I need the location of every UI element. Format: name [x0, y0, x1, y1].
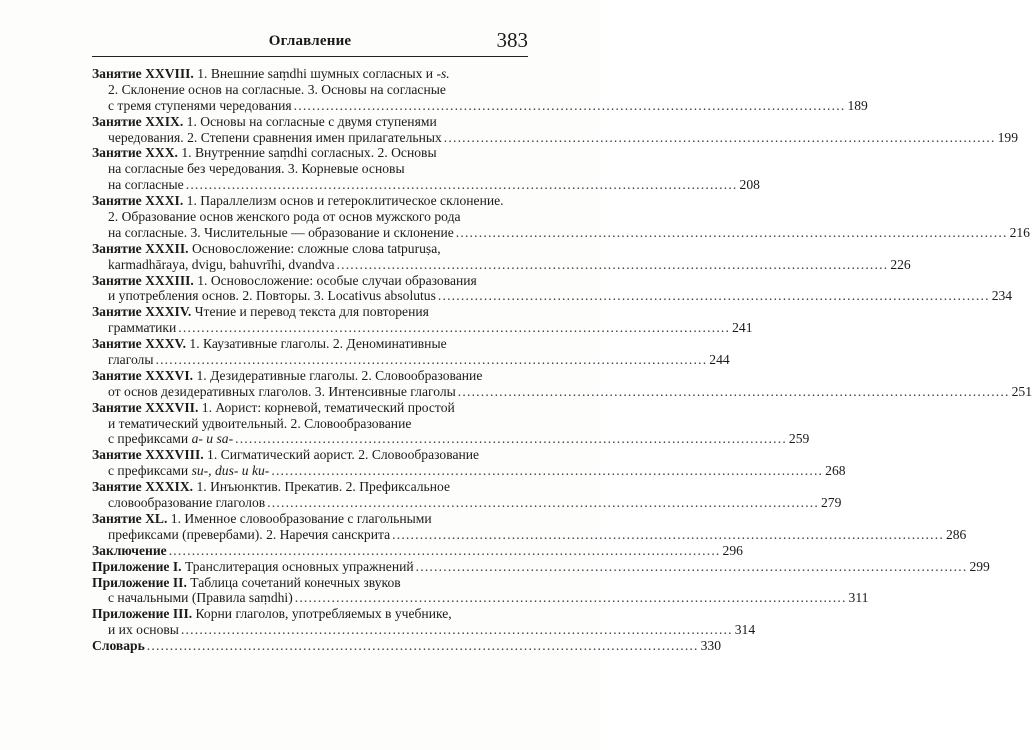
- toc-page-number: 244: [709, 352, 730, 368]
- toc-entry-text: [108, 495, 265, 511]
- toc-entry-label: Занятие XXX.: [92, 145, 178, 161]
- toc-entry-text: [108, 257, 335, 273]
- dot-leader: ........................................................................................................................: [437, 288, 990, 304]
- toc-page-number: 259: [788, 431, 810, 447]
- toc-page-number: 296: [722, 542, 743, 558]
- toc-entry: [92, 479, 842, 511]
- dot-leader: ........................................................................................................................: [293, 97, 846, 113]
- toc-line: [92, 447, 528, 463]
- toc-entry: [92, 113, 1018, 146]
- toc-page-number: 299: [969, 558, 990, 574]
- toc-entry-text: [108, 98, 292, 114]
- toc-entry: [92, 66, 868, 114]
- toc-entry: [92, 558, 990, 575]
- toc-entry-text: Корни глаголов, употребляемых в учебнике,: [195, 606, 452, 622]
- page-title: Оглавление: [268, 33, 352, 49]
- dot-leader: ........................................................................................................................: [168, 542, 721, 558]
- toc-page-number: 199: [997, 129, 1018, 145]
- toc-entry-text: на согласные. 3. Числительные — образование и склонение: [108, 224, 454, 240]
- toc-entry-label: Занятие XXIX.: [92, 113, 184, 129]
- toc-page-number: 226: [890, 256, 911, 272]
- toc-entry-text: 1. Внешние saṃdhi шумных согласных и: [197, 66, 437, 81]
- toc-entry-text: [108, 527, 390, 543]
- toc-entry-text: [108, 590, 293, 606]
- toc-line-last: [92, 129, 1018, 146]
- toc-page-number: 268: [825, 463, 846, 479]
- toc-line: [92, 368, 528, 384]
- toc-line: [92, 193, 528, 209]
- toc-entry-text: [108, 431, 233, 447]
- toc-line: [92, 145, 528, 161]
- toc-entry-text: [108, 288, 436, 304]
- toc-entry-text: 1. Дезидеративные глаголы. 2. Словообразование: [196, 367, 483, 383]
- toc-entry: [92, 145, 760, 193]
- toc-entry-text: Чтение и перевод текста для повторения: [194, 304, 429, 320]
- toc-entry-label: Словарь: [92, 638, 145, 654]
- toc-line: [92, 114, 528, 130]
- toc-entry-text: 2. Образование основ женского рода от основ мужского рода: [108, 209, 461, 225]
- toc-entry-label: Занятие XL.: [92, 510, 168, 526]
- toc-line-last: [92, 256, 911, 273]
- toc-page-number: 286: [945, 526, 967, 542]
- toc-page-number: 251: [1011, 383, 1032, 399]
- toc-entry-text: чередования. 2. Степени сравнения имен прилагательных: [108, 129, 442, 145]
- toc-line-last: [92, 431, 810, 447]
- toc-entry-text: 1. Основосложение: особые случаи образования: [197, 272, 477, 288]
- toc-entry-text: 1. Именное словообразование с глагольными: [170, 510, 432, 526]
- toc-entry-label: Занятие XXXVII.: [92, 399, 199, 415]
- toc-line-last: [92, 590, 869, 606]
- toc-entry-text: грамматики: [108, 320, 177, 336]
- toc-page-number: 216: [1009, 224, 1030, 240]
- toc-entry-text: karmadhāraya, dvigu, bahuvrīhi, dvandva: [108, 256, 335, 272]
- toc-page-number: 330: [700, 638, 721, 654]
- toc-entry-label: Занятие XXXV.: [92, 336, 187, 352]
- toc-line-last: [92, 542, 743, 559]
- toc-entry-text: [92, 638, 145, 654]
- dot-leader: ........................................................................................................................: [155, 352, 708, 368]
- toc-page-number: 314: [734, 622, 756, 638]
- toc-entry-text: с начальными (Правила saṃdhi): [108, 590, 293, 606]
- toc-entry: [92, 606, 756, 638]
- toc-entry-label: Приложение I.: [92, 558, 182, 574]
- toc-line: [92, 400, 528, 416]
- toc-line-last: [92, 463, 846, 479]
- toc-line-last: [92, 638, 721, 654]
- toc-entry-text: от основ дезидеративных глаголов. 3. Интенсивные глаголы: [108, 383, 456, 399]
- toc-page-number: 234: [991, 288, 1013, 304]
- toc-entry-text: с тремя ступенями чередования: [108, 97, 292, 113]
- dot-leader: ........................................................................................................................: [415, 558, 968, 574]
- toc-line-last: [92, 177, 760, 193]
- toc-entry-text: [108, 463, 269, 479]
- dot-leader: ........................................................................................................................: [336, 256, 889, 272]
- toc-entry-text: 1. Параллелизм основ и гетероклитическое склонение.: [186, 193, 504, 209]
- toc-entry-label: Занятие XXXVI.: [92, 367, 194, 383]
- toc-entry-text: 1. Инъюнктив. Прекатив. 2. Префиксальное: [196, 479, 450, 495]
- dot-leader: ........................................................................................................................: [294, 590, 847, 606]
- toc-entry-label: Приложение III.: [92, 606, 193, 622]
- toc-entry-text: на согласные: [108, 177, 184, 193]
- toc-entry-text: словообразование глаголов: [108, 495, 266, 511]
- toc-entry-label: Занятие XXXVIII.: [92, 447, 204, 463]
- toc-entry-label: Заключение: [92, 542, 167, 558]
- toc-entry-label: Занятие XXXIX.: [92, 479, 194, 495]
- toc-entry-text: с префиксами: [108, 431, 192, 447]
- toc-entry: [92, 240, 911, 273]
- dot-leader: ........................................................................................................................: [235, 431, 787, 447]
- toc-page-number: 208: [739, 177, 760, 193]
- toc-entry-text: 1. Внутренние saṃdhi согласных. 2. Основы: [181, 145, 437, 161]
- toc-entry-text: [108, 130, 442, 146]
- toc-entry: [92, 638, 721, 654]
- toc-entry: [92, 193, 1030, 241]
- dot-leader: ........................................................................................................................: [443, 129, 996, 145]
- toc-entry-text: Транслитерация основных упражнений: [181, 558, 414, 574]
- toc-entry: [92, 447, 846, 479]
- toc-page-number: 311: [848, 590, 869, 606]
- toc-entry-italic: a- и sa-: [191, 431, 234, 447]
- toc-entry: [92, 304, 753, 336]
- dot-leader: ........................................................................................................................: [180, 622, 733, 638]
- toc-entry-text: с префиксами: [108, 463, 192, 479]
- toc-line-last: [92, 622, 756, 638]
- toc-line: [92, 606, 528, 622]
- dot-leader: ........................................................................................................................: [267, 495, 819, 511]
- dot-leader: ........................................................................................................................: [185, 177, 738, 193]
- toc-line: [92, 336, 528, 352]
- toc-entry-text: 1. Аорист: корневой, тематический простой: [201, 399, 455, 415]
- toc-line: [92, 209, 528, 225]
- toc-line: [92, 241, 528, 257]
- toc-entry-label: Занятие XXVIII.: [92, 66, 194, 81]
- toc-line: [92, 66, 528, 82]
- toc-entry-label: Занятие XXXIV.: [92, 304, 192, 320]
- dot-leader: ........................................................................................................................: [271, 463, 824, 479]
- toc-entry-text: [108, 352, 153, 368]
- toc-entry-text: 1. Основы на согласные с двумя ступенями: [186, 113, 437, 129]
- toc-line: [92, 416, 528, 432]
- dot-leader: ........................................................................................................................: [178, 320, 731, 336]
- toc-entry-italic: -s.: [436, 66, 450, 81]
- toc-entry-text: и употребления основ. 2. Повторы. 3. Locativus absolutus: [108, 288, 436, 304]
- toc-line-last: [92, 320, 753, 336]
- toc-entry-text: [108, 320, 176, 336]
- toc-line-last: [92, 495, 842, 511]
- toc-line: [92, 304, 528, 320]
- toc-line: [92, 161, 528, 177]
- page-number: 383: [496, 28, 528, 52]
- toc-entry: [92, 272, 1013, 305]
- toc-entry-italic: su-, dus- и ku-: [191, 463, 270, 479]
- toc-page-number: 279: [821, 495, 842, 511]
- toc-entry-text: [108, 622, 179, 638]
- toc-entry: [92, 510, 967, 543]
- dot-leader: ........................................................................................................................: [455, 224, 1008, 240]
- toc-entry-text: 1. Сигматический аорист. 2. Словообразование: [207, 447, 480, 463]
- toc-entry: [92, 542, 743, 559]
- toc-line-last: [92, 97, 868, 114]
- toc-entry-text: 2. Склонение основ на согласные. 3. Основы на согласные: [108, 81, 446, 97]
- toc-entry-text: на согласные без чередования. 3. Корневые основы: [108, 161, 405, 177]
- dot-leader: ........................................................................................................................: [457, 383, 1010, 399]
- toc-line: [92, 479, 528, 495]
- toc-entry: [92, 336, 730, 368]
- toc-entry-text: и их основы: [108, 622, 179, 638]
- toc-entry: [92, 399, 810, 448]
- toc-entry-text: Таблица сочетаний конечных звуков: [190, 574, 401, 590]
- toc-page-number: 189: [847, 97, 868, 113]
- toc-entry: [92, 574, 869, 607]
- toc-entry-text: [108, 225, 454, 241]
- toc-line-last: [92, 526, 967, 543]
- toc-page-number: 241: [732, 320, 753, 336]
- toc-entry-text: и тематический удвоительный. 2. Словообразование: [108, 415, 412, 431]
- toc-line: [92, 273, 528, 289]
- table-of-contents: [92, 66, 1032, 654]
- toc-entry-label: Занятие XXXIII.: [92, 272, 194, 288]
- page-header: [92, 30, 528, 57]
- toc-line: [92, 575, 528, 591]
- toc-entry-text: [92, 543, 167, 559]
- toc-line-last: [92, 352, 730, 368]
- toc-line: [92, 82, 528, 98]
- toc-entry-text: [92, 559, 414, 575]
- dot-leader: ........................................................................................................................: [146, 638, 699, 654]
- toc-entry-text: глаголы: [108, 352, 154, 368]
- toc-entry-text: 1. Каузативные глаголы. 2. Деноминативные: [189, 336, 447, 352]
- toc-line-last: [92, 383, 1032, 400]
- toc-line: [92, 511, 528, 527]
- toc-entry-label: Занятие XXXI.: [92, 193, 184, 209]
- toc-entry-text: [108, 177, 184, 193]
- toc-entry-label: Занятие XXXII.: [92, 240, 189, 256]
- toc-entry-label: Приложение II.: [92, 574, 187, 590]
- toc-entry-text: Основосложение: сложные слова tatpuruṣa,: [191, 240, 441, 256]
- toc-line-last: [92, 224, 1030, 241]
- toc-entry: [92, 367, 1032, 400]
- toc-entry-text: префиксами (превербами). 2. Наречия санскрита: [108, 526, 391, 542]
- toc-line-last: [92, 288, 1013, 304]
- toc-entry-text: [108, 384, 456, 400]
- dot-leader: ........................................................................................................................: [392, 526, 944, 542]
- toc-line-last: [92, 558, 990, 575]
